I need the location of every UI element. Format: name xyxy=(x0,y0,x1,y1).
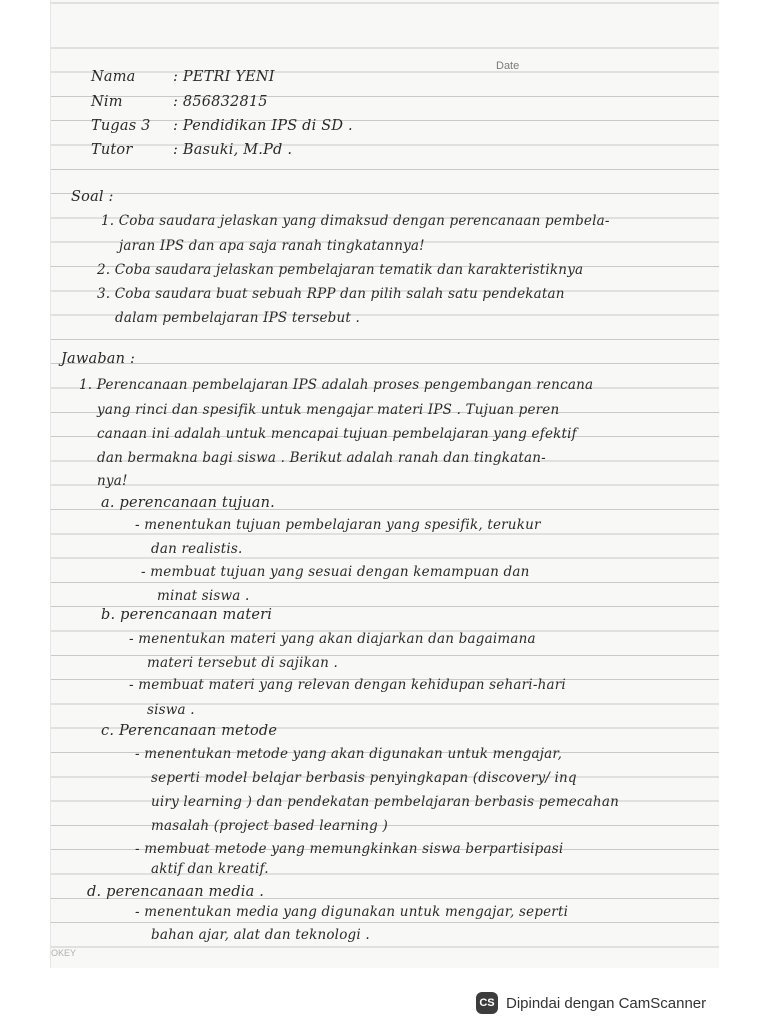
answer-paragraph-line-1: 1. Perencanaan pembelajaran IPS adalah proses pengembangan rencana xyxy=(79,377,594,393)
section-b-item-2-line-2: siswa . xyxy=(147,702,195,718)
tutor-value: : Basuki, M.Pd . xyxy=(173,142,293,158)
section-a-item-1-line-1: - menentukan tujuan pembelajaran yang spesifik, terukur xyxy=(135,517,541,533)
question-2: 2. Coba saudara jelaskan pembelajaran tematik dan karakteristiknya xyxy=(97,262,584,278)
answer-paragraph-line-2: yang rinci dan spesifik untuk mengajar materi IPS . Tujuan peren xyxy=(97,402,560,418)
section-a-item-1-line-2: dan realistis. xyxy=(151,541,243,557)
notebook-page xyxy=(50,0,719,968)
nama-label: Nama xyxy=(91,69,136,85)
answer-paragraph-line-3: canaan ini adalah untuk mencapai tujuan pembelajaran yang efektif xyxy=(97,426,577,442)
answer-paragraph-line-4: dan bermakna bagi siswa . Berikut adalah ranah dan tingkatan- xyxy=(97,450,546,466)
section-c-item-1-line-4: masalah (project based learning ) xyxy=(151,818,388,834)
section-b-item-2-line-1: - membuat materi yang relevan dengan kehidupan sehari-hari xyxy=(129,677,566,693)
section-c-item-1-line-3: uiry learning ) dan pendekatan pembelajaran berbasis pemecahan xyxy=(151,794,619,810)
section-d-item-1-line-1: - menentukan media yang digunakan untuk mengajar, seperti xyxy=(135,904,569,920)
section-a-item-2-line-1: - membuat tujuan yang sesuai dengan kemampuan dan xyxy=(141,564,530,580)
section-c-item-2-line-1: - membuat metode yang memungkinkan siswa berpartisipasi xyxy=(135,841,564,857)
section-d-item-1-line-2: bahan ajar, alat dan teknologi . xyxy=(151,927,370,943)
tugas-label: Tugas 3 xyxy=(91,118,151,134)
section-b-item-1-line-2: materi tersebut di sajikan . xyxy=(147,655,339,671)
section-b-title: b. perencanaan materi xyxy=(101,607,273,623)
date-label: Date xyxy=(496,60,520,72)
tutor-label: Tutor xyxy=(91,142,133,158)
tugas-value: : Pendidikan IPS di SD . xyxy=(173,118,353,134)
section-a-title: a. perencanaan tujuan. xyxy=(101,495,275,511)
camscanner-logo-icon: CS xyxy=(476,992,498,1014)
nama-value: : PETRI YENI xyxy=(173,69,275,85)
nim-value: : 856832815 xyxy=(173,94,268,110)
camscanner-text: Dipindai dengan CamScanner xyxy=(506,994,707,1012)
section-c-item-1-line-1: - menentukan metode yang akan digunakan untuk mengajar, xyxy=(135,746,563,762)
soal-title: Soal : xyxy=(71,189,114,205)
section-b-item-1-line-1: - menentukan materi yang akan diajarkan dan bagaimana xyxy=(129,631,536,647)
question-3-line-2: dalam pembelajaran IPS tersebut . xyxy=(115,310,360,326)
question-3-line-1: 3. Coba saudara buat sebuah RPP dan pilih salah satu pendekatan xyxy=(97,286,565,302)
section-c-item-2-line-2: aktif dan kreatif. xyxy=(151,861,269,877)
section-c-title: c. Perencanaan metode xyxy=(101,723,278,739)
section-a-item-2-line-2: minat siswa . xyxy=(157,588,250,604)
section-c-item-1-line-2: seperti model belajar berbasis penyingkapan (discovery/ inq xyxy=(151,770,577,786)
question-1-line-2: jaran IPS dan apa saja ranah tingkatannya! xyxy=(119,238,425,254)
camscanner-watermark xyxy=(476,982,768,1024)
question-1-line-1: 1. Coba saudara jelaskan yang dimaksud dengan perencanaan pembela- xyxy=(101,213,610,229)
section-d-title: d. perencanaan media . xyxy=(87,884,265,900)
answer-paragraph-line-5: nya! xyxy=(97,473,128,489)
jawaban-title: Jawaban : xyxy=(61,351,136,367)
notebook-brand-mark: OKEY xyxy=(51,948,77,958)
nim-label: Nim xyxy=(91,94,123,110)
